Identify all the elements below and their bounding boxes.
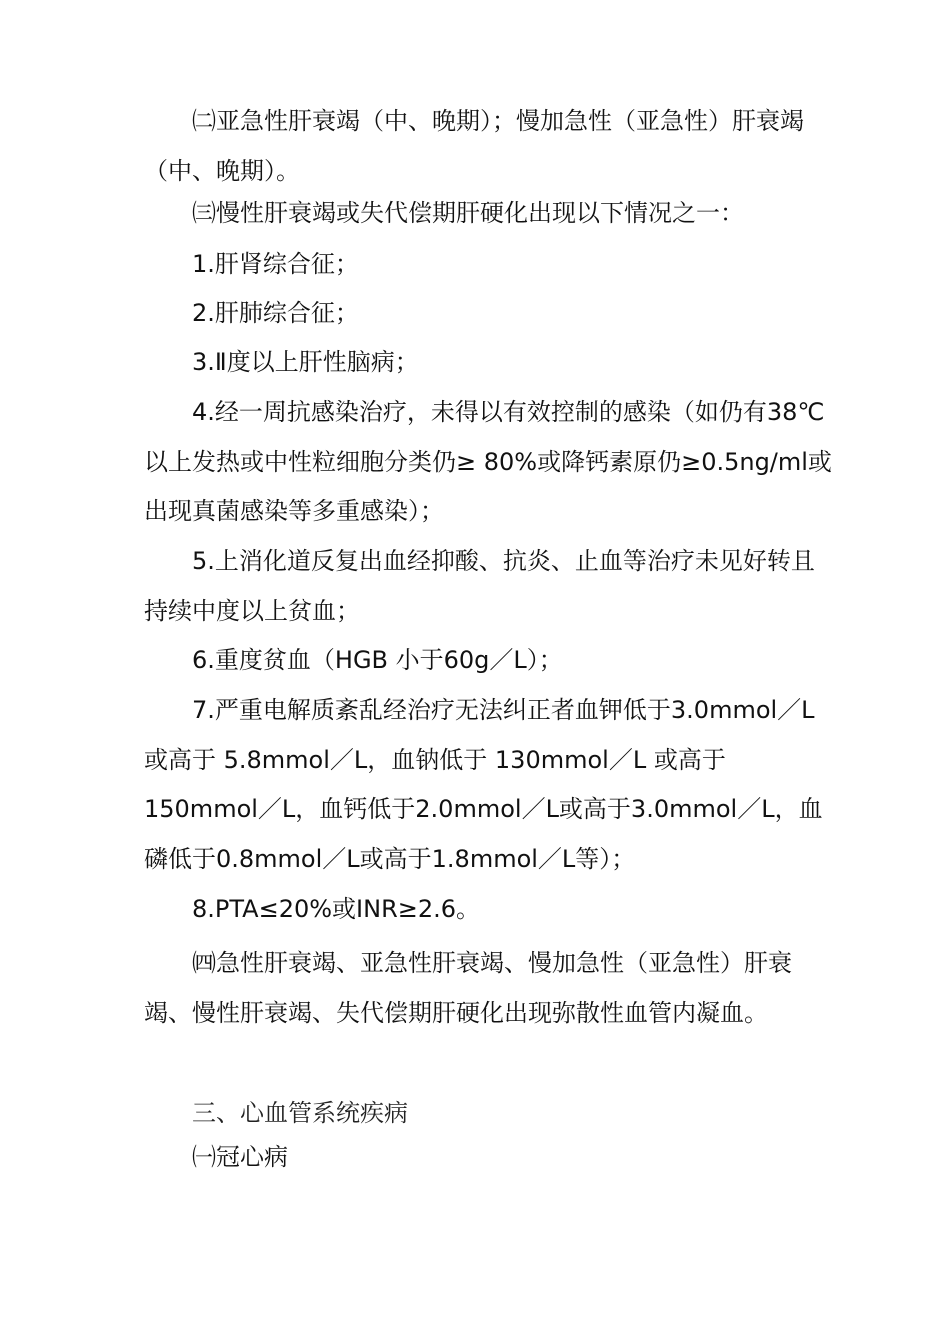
paragraph-subacute-liver-failure: ㈡亚急性肝衰竭（中、晚期）；慢加急性（亚急性）肝衰竭（中、晚期）。 <box>144 107 804 185</box>
paragraph-dic: ㈣急性肝衰竭、亚急性肝衰竭、慢加急性（亚急性）肝衰竭、慢性肝衰竭、失代偿期肝硬化出现弥散性血管内凝血。 <box>144 949 792 1027</box>
list-item-6: 6.重度贫血（HGB 小于60g／L）； <box>192 646 563 674</box>
paragraph-chronic-liver-failure: ㈢慢性肝衰竭或失代偿期肝硬化出现以下情况之一： <box>192 199 744 227</box>
section-heading-cardiovascular: 三、心血管系统疾病 <box>192 1099 408 1127</box>
subsection-heading-coronary: ㈠冠心病 <box>192 1143 288 1171</box>
list-item-4: 4.经一周抗感染治疗，未得以有效控制的感染（如仍有38℃以上发热或中性粒细胞分类仍≥ 80%或降钙素原仍≥0.5ng/ml或出现真菌感染等多重感染）； <box>144 398 832 525</box>
list-item-5: 5.上消化道反复出血经抑酸、抗炎、止血等治疗未见好转且持续中度以上贫血； <box>144 547 815 625</box>
list-item-1: 1.肝肾综合征； <box>192 250 359 278</box>
list-item-3: 3.Ⅱ度以上肝性脑病； <box>192 348 419 376</box>
list-item-8: 8.PTA≤20%或INR≥2.6。 <box>192 895 481 923</box>
list-item-7: 7.严重电解质紊乱经治疗无法纠正者血钾低于3.0mmol／L 或高于 5.8mmol／L，血钠低于 130mmol／L 或高于150mmol／L，血钙低于2.0mmol／L或高于3.0mmol／L，血磷低于0.8mmol／L或高于1.8mmol／L等）； <box>144 696 823 873</box>
list-item-2: 2.肝肺综合征； <box>192 299 359 327</box>
